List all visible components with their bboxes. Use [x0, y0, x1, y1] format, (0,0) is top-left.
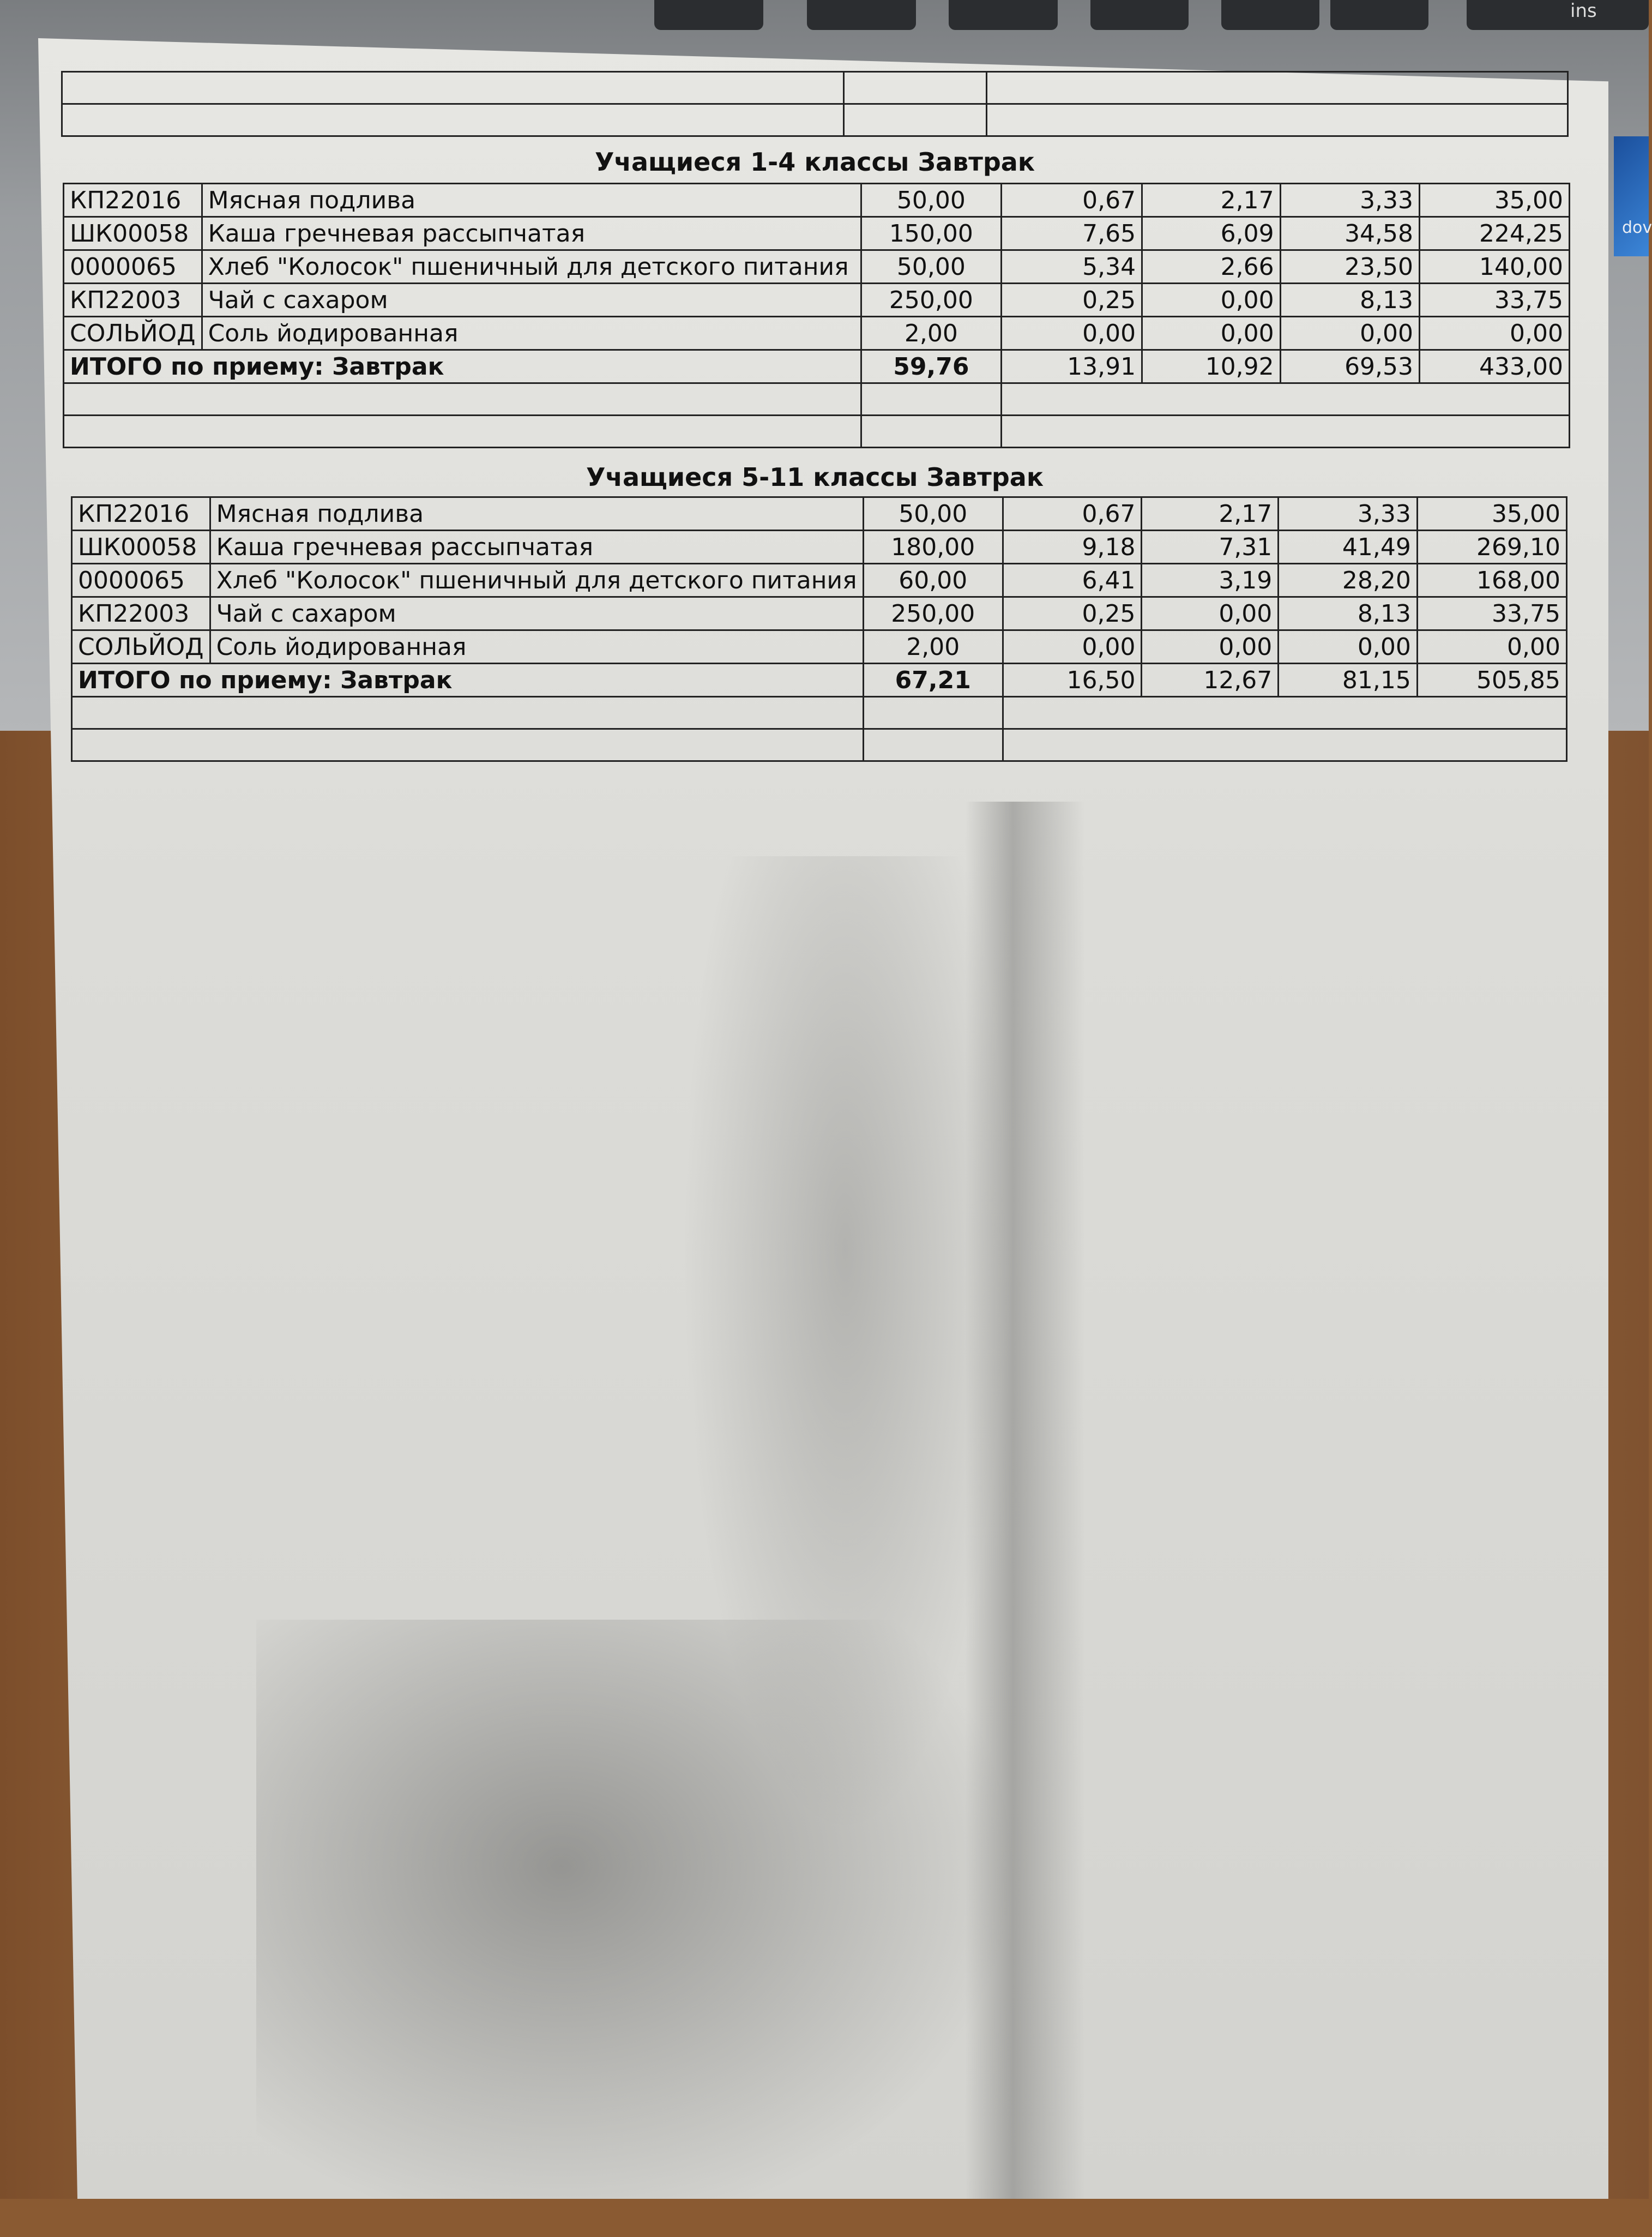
item-value: 34,58 — [1280, 217, 1419, 250]
total-weight: 67,21 — [863, 664, 1003, 697]
item-value: 0,00 — [1142, 284, 1281, 317]
item-value: 0,00 — [1142, 317, 1281, 350]
item-name: Чай с сахаром — [210, 597, 863, 630]
table-row — [72, 630, 1567, 664]
empty-cell — [1001, 383, 1569, 416]
item-value: 7,65 — [1001, 217, 1142, 250]
item-name: Каша гречневая рассыпчатая — [210, 531, 863, 564]
item-value: 140,00 — [1420, 250, 1570, 284]
header-empty-table — [61, 71, 1569, 137]
item-value: 0,00 — [1417, 630, 1566, 664]
item-code: ШК00058 — [72, 531, 210, 564]
item-weight: 60,00 — [863, 564, 1003, 597]
empty-row — [72, 729, 1567, 761]
item-weight: 250,00 — [863, 597, 1003, 630]
item-value: 0,00 — [1003, 630, 1142, 664]
item-value: 0,00 — [1001, 317, 1142, 350]
empty-cell — [64, 383, 861, 416]
total-value: 10,92 — [1142, 350, 1281, 383]
item-value: 0,00 — [1142, 630, 1279, 664]
empty-row — [64, 416, 1570, 448]
item-value: 2,17 — [1142, 184, 1281, 217]
empty-cell — [1003, 729, 1566, 761]
table-row — [64, 250, 1570, 284]
item-value: 8,13 — [1280, 284, 1419, 317]
item-name: Хлеб "Колосок" пшеничный для детского питания — [202, 250, 861, 284]
item-value: 9,18 — [1003, 531, 1142, 564]
total-label: ИТОГО по приему: Завтрак — [64, 350, 861, 383]
total-value: 81,15 — [1279, 664, 1418, 697]
table-row — [72, 564, 1567, 597]
empty-cell — [863, 729, 1003, 761]
item-name: Мясная подлива — [210, 497, 863, 531]
item-code: КП22003 — [64, 284, 202, 317]
item-value: 168,00 — [1417, 564, 1566, 597]
total-value: 433,00 — [1420, 350, 1570, 383]
empty-cell — [64, 416, 861, 448]
empty-cell — [1003, 697, 1566, 729]
item-value: 224,25 — [1420, 217, 1570, 250]
section-title: Учащиеся 1-4 классы Завтрак — [594, 147, 1035, 177]
keyboard-key — [1090, 0, 1189, 30]
empty-cell — [863, 697, 1003, 729]
total-value: 16,50 — [1003, 664, 1142, 697]
keyboard-key — [1467, 0, 1649, 30]
item-value: 33,75 — [1417, 597, 1566, 630]
empty-row — [64, 383, 1570, 416]
empty-cell — [1001, 416, 1569, 448]
item-value: 23,50 — [1280, 250, 1419, 284]
table-row — [64, 317, 1570, 350]
item-code: СОЛЬЙОД — [64, 317, 202, 350]
item-value: 2,66 — [1142, 250, 1281, 284]
item-weight: 50,00 — [863, 497, 1003, 531]
item-value: 5,34 — [1001, 250, 1142, 284]
item-value: 269,10 — [1417, 531, 1566, 564]
item-value: 41,49 — [1279, 531, 1418, 564]
item-weight: 250,00 — [861, 284, 1001, 317]
item-value: 0,67 — [1001, 184, 1142, 217]
item-weight: 2,00 — [861, 317, 1001, 350]
item-value: 0,25 — [1001, 284, 1142, 317]
item-value: 33,75 — [1420, 284, 1570, 317]
item-name: Чай с сахаром — [202, 284, 861, 317]
item-value: 0,00 — [1280, 317, 1419, 350]
item-name: Каша гречневая рассыпчатая — [202, 217, 861, 250]
item-value: 7,31 — [1142, 531, 1279, 564]
total-row — [64, 350, 1570, 383]
empty-cell — [861, 383, 1001, 416]
section-title: Учащиеся 5-11 классы Завтрак — [586, 462, 1044, 492]
item-weight: 180,00 — [863, 531, 1003, 564]
item-value: 6,41 — [1003, 564, 1142, 597]
item-value: 0,25 — [1003, 597, 1142, 630]
item-code: 0000065 — [64, 250, 202, 284]
item-code: КП22016 — [64, 184, 202, 217]
keyboard-key — [654, 0, 763, 30]
item-weight: 50,00 — [861, 250, 1001, 284]
item-name: Соль йодированная — [202, 317, 861, 350]
item-value: 0,67 — [1003, 497, 1142, 531]
item-weight: 150,00 — [861, 217, 1001, 250]
item-value: 2,17 — [1142, 497, 1279, 531]
keyboard-key — [1330, 0, 1428, 30]
screen-edge — [1614, 136, 1649, 256]
screen-text: dov — [1622, 218, 1652, 237]
item-name: Мясная подлива — [202, 184, 861, 217]
item-weight: 50,00 — [861, 184, 1001, 217]
total-label: ИТОГО по приему: Завтрак — [72, 664, 864, 697]
table-row — [64, 284, 1570, 317]
item-value: 35,00 — [1420, 184, 1570, 217]
keyboard-key — [1221, 0, 1319, 30]
item-name: Хлеб "Колосок" пшеничный для детского питания — [210, 564, 863, 597]
item-value: 0,00 — [1420, 317, 1570, 350]
item-value: 3,33 — [1280, 184, 1419, 217]
item-value: 28,20 — [1279, 564, 1418, 597]
empty-row — [72, 697, 1567, 729]
item-value: 3,19 — [1142, 564, 1279, 597]
menu-table — [71, 496, 1567, 762]
item-code: КП22003 — [72, 597, 210, 630]
item-name: Соль йодированная — [210, 630, 863, 664]
keyboard-key — [807, 0, 916, 30]
item-weight: 2,00 — [863, 630, 1003, 664]
item-code: ШК00058 — [64, 217, 202, 250]
table-row — [72, 497, 1567, 531]
total-value: 69,53 — [1280, 350, 1419, 383]
item-code: 0000065 — [72, 564, 210, 597]
empty-cell — [861, 416, 1001, 448]
total-value: 505,85 — [1417, 664, 1566, 697]
item-value: 3,33 — [1279, 497, 1418, 531]
table-row — [72, 531, 1567, 564]
item-code: КП22016 — [72, 497, 210, 531]
item-value: 6,09 — [1142, 217, 1281, 250]
keyboard-key — [949, 0, 1058, 30]
item-value: 0,00 — [1142, 597, 1279, 630]
ins-key-label: ins — [1570, 0, 1597, 22]
item-value: 8,13 — [1279, 597, 1418, 630]
total-value: 13,91 — [1001, 350, 1142, 383]
item-value: 35,00 — [1417, 497, 1566, 531]
item-code: СОЛЬЙОД — [72, 630, 210, 664]
menu-table — [63, 183, 1570, 448]
item-value: 0,00 — [1279, 630, 1418, 664]
empty-cell — [72, 697, 864, 729]
table-row — [72, 597, 1567, 630]
empty-cell — [72, 729, 864, 761]
table-row — [64, 217, 1570, 250]
total-weight: 59,76 — [861, 350, 1001, 383]
toner-shadow — [682, 856, 1009, 1838]
total-value: 12,67 — [1142, 664, 1279, 697]
total-row — [72, 664, 1567, 697]
table-row — [64, 184, 1570, 217]
